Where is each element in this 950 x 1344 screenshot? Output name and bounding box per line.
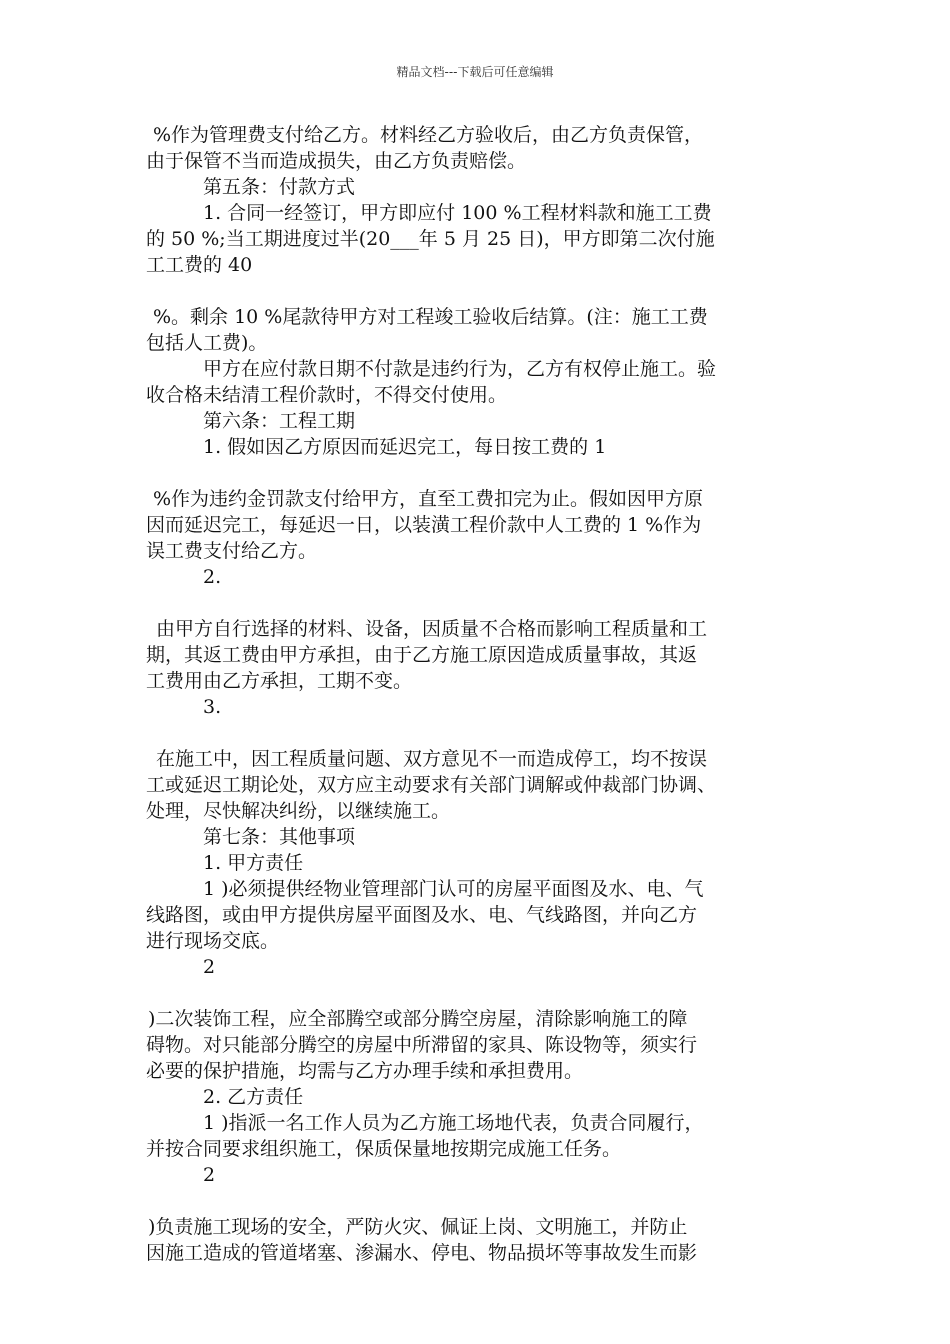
body-line: 工或延迟工期论处，双方应主动要求有关部门调解或仲裁部门协调、 bbox=[146, 774, 717, 796]
body-line: 因施工造成的管道堵塞、渗漏水、停电、物品损坏等事故发生而影 bbox=[146, 1242, 698, 1264]
body-line: 包括人工费)。 bbox=[146, 332, 268, 354]
body-line: 1 )指派一名工作人员为乙方施工场地代表，负责合同履行， bbox=[203, 1112, 704, 1134]
body-line: 1. 合同一经签订，甲方即应付 100 %工程材料款和施工工费 bbox=[203, 202, 712, 224]
list-number: 2 bbox=[203, 956, 216, 978]
body-line: 处理，尽快解决纠纷，以继续施工。 bbox=[146, 800, 451, 822]
list-number: 2. bbox=[203, 566, 222, 588]
body-line: 收合格未结清工程价款时，不得交付使用。 bbox=[146, 384, 508, 406]
section-heading: 第六条：工程工期 bbox=[203, 410, 356, 432]
body-line: 误工费支付给乙方。 bbox=[146, 540, 318, 562]
body-line: 工工费的 40 bbox=[146, 254, 253, 276]
body-line: 进行现场交底。 bbox=[146, 930, 280, 952]
list-number: 3. bbox=[203, 696, 222, 718]
body-line: )负责施工现场的安全，严防火灾、佩证上岗、文明施工，并防止 bbox=[148, 1216, 688, 1238]
body-line: 并按合同要求组织施工，保质保量地按期完成施工任务。 bbox=[146, 1138, 622, 1160]
page-header: 精品文档---下载后可任意编辑 bbox=[396, 65, 554, 79]
body-line: 必要的保护措施，均需与乙方办理手续和承担费用。 bbox=[146, 1060, 584, 1082]
body-line: 2. 乙方责任 bbox=[203, 1086, 304, 1108]
body-line: 1 )必须提供经物业管理部门认可的房屋平面图及水、电、气 bbox=[203, 878, 704, 900]
body-line: )二次装饰工程，应全部腾空或部分腾空房屋，清除影响施工的障 bbox=[148, 1008, 688, 1030]
body-line: %作为违约金罚款支付给甲方，直至工费扣完为止。假如因甲方原 bbox=[153, 488, 704, 510]
section-heading: 第五条：付款方式 bbox=[203, 176, 356, 198]
body-line: 期，其返工费由甲方承担，由于乙方施工原因造成质量事故，其返 bbox=[146, 644, 698, 666]
list-number: 2 bbox=[203, 1164, 216, 1186]
body-line: 甲方在应付款日期不付款是违约行为，乙方有权停止施工。验 bbox=[203, 358, 717, 380]
body-line: 由于保管不当而造成损失，由乙方负责赔偿。 bbox=[146, 150, 527, 172]
body-line: 线路图，或由甲方提供房屋平面图及水、电、气线路图，并向乙方 bbox=[146, 904, 698, 926]
body-line: 的 50 %;当工期进度过半(20___年 5 月 25 日)，甲方即第二次付施 bbox=[146, 228, 715, 250]
body-line: 工费用由乙方承担，工期不变。 bbox=[146, 670, 413, 692]
body-line: 1. 甲方责任 bbox=[203, 852, 304, 874]
body-line: %。剩余 10 %尾款待甲方对工程竣工验收后结算。(注：施工工费 bbox=[153, 306, 708, 328]
body-line: 碍物。对只能部分腾空的房屋中所滞留的家具、陈设物等，须实行 bbox=[146, 1034, 698, 1056]
body-line: 1. 假如因乙方原因而延迟完工，每日按工费的 1 bbox=[203, 436, 607, 458]
body-line: 在施工中，因工程质量问题、双方意见不一而造成停工，均不按误 bbox=[156, 748, 708, 770]
body-line: 因而延迟完工，每延迟一日，以装潢工程价款中人工费的 1 %作为 bbox=[146, 514, 702, 536]
section-heading: 第七条：其他事项 bbox=[203, 826, 356, 848]
body-line: 由甲方自行选择的材料、设备，因质量不合格而影响工程质量和工 bbox=[156, 618, 708, 640]
body-line: %作为管理费支付给乙方。材料经乙方验收后，由乙方负责保管， bbox=[153, 124, 704, 146]
